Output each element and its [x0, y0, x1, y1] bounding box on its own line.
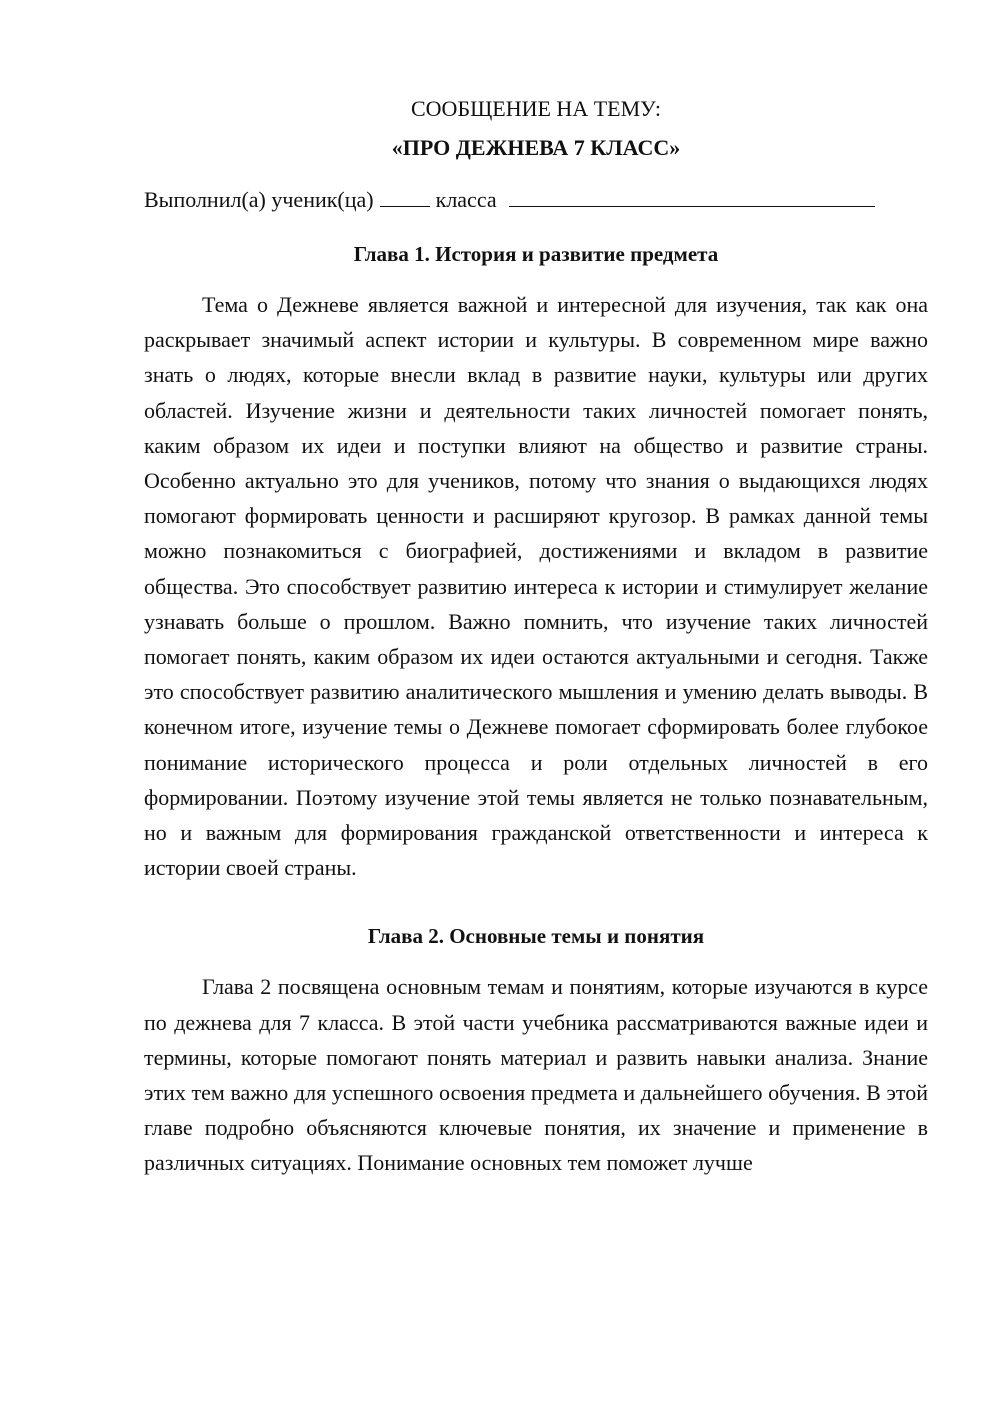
author-prefix: Выполнил(а) ученик(ца): [144, 187, 374, 212]
document-page: [144, 92, 928, 1181]
chapter-2-paragraph: Глава 2 посвящена основным темам и понятиям, которые изучаются в курсе по дежнева для 7 класса. В этой части учебника рассматриваются важные идеи и термины, которые помогают понять материал и развить навыки анализа. Знание этих тем важно для успешного освоения предмета и дальнейшего обучения. В этой главе подробно объясняются ключевые понятия, их значение и применение в различных ситуациях. Понимание основных тем поможет лучше: [144, 974, 928, 1176]
chapter-2-heading: Глава 2. Основные темы и понятия: [367, 924, 705, 949]
grade-blank: [380, 184, 430, 207]
chapter-1-heading: Глава 1. История и развитие предмета: [353, 242, 719, 266]
chapter-1-paragraph: Тема о Дежневе является важной и интересной для изучения, так как она раскрывает значимый аспект истории и культуры. В современном мире важно знать о людях, которые внесли вклад в развитие науки, культуры или других областей. Изучение жизни и деятельности таких личностей помогает понять, каким образом их идеи и поступки влияют на общество и развитие страны. Особенно актуально это для учеников, потому что знания о выдающихся людях помогают формировать ценности и расширяют кругозор. В рамках данной темы можно познакомиться с биографией, достижениями и вкладом в развитие общества. Это способствует развитию интереса к истории и стимулирует желание узнавать больше о прошлом. Важно помнить, что изучение таких личностей помогает понять, каким образом их идеи остаются актуальными и сегодня. Также это способствует развитию аналитического мышления и умению делать выводы. В конечном итоге, изучение темы о Дежневе помогает сформировать более глубокое понимание исторического процесса и роли отдельных личностей в его формировании. Поэтому изучение этой темы является не только познавательным, но и важным для формирования гражданской ответственности и интереса к истории своей страны.: [144, 292, 928, 881]
document-subtitle: «ПРО ДЕЖНЕВА 7 КЛАСС»: [391, 135, 681, 160]
author-line: [144, 183, 928, 217]
class-label: класса: [435, 187, 497, 212]
document-title: СООБЩЕНИЕ НА ТЕМУ:: [411, 96, 661, 121]
name-blank: [509, 184, 875, 207]
